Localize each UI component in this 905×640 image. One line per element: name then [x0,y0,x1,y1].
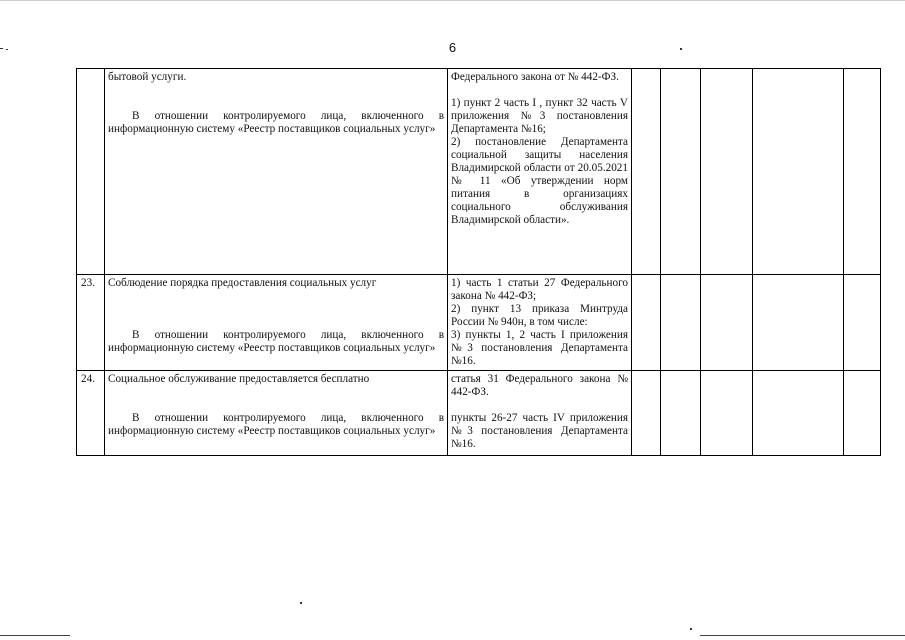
scan-edge-bottom [700,635,905,636]
legal-ref: 1) пункт 2 часть I , пункт 32 часть V приложения №3 постановления Департамента №16; [451,97,628,135]
scan-edge-bottom [0,635,70,636]
empty-cell [632,371,661,456]
requirement-heading: бытовой услуги. [108,71,187,83]
scan-speck [300,602,302,604]
page-number: 6 [448,40,457,55]
empty-cell [753,69,844,275]
legal-ref: 1) часть 1 статьи 27 Федерального закона № 442-ФЗ; [451,277,628,302]
empty-cell [632,275,661,371]
requirement-cell [105,69,448,275]
requirement-note: В отношении контролируемого лица, включенного в информационную систему «Реестр поставщиков социальных услуг» [108,412,444,437]
empty-cell [844,275,881,371]
requirement-note: В отношении контролируемого лица, включенного в информационную систему «Реестр поставщиков социальных услуг» [108,329,444,354]
row-number: 24. [77,371,105,456]
requirement-note: В отношении контролируемого лица, включенного в информационную систему «Реестр поставщиков социальных услуг» [108,110,444,135]
empty-cell [632,69,661,275]
legal-ref: 2) постановление Департамента социальной защиты населения Владимирской области от 20.05.2021 № 11 «Об утверждении норм питания в организациях социального обслуживания Владимирской области». [451,136,628,226]
legal-basis-cell [448,371,632,456]
empty-cell [701,371,753,456]
empty-cell [701,275,753,371]
requirement-heading: Социальное обслуживание предоставляется бесплатно [108,373,370,385]
row-number: 23. [77,275,105,371]
empty-cell [661,371,701,456]
requirement-cell [105,275,448,371]
legal-ref: Федерального закона от № 442-ФЗ. [451,71,619,83]
legal-basis-cell [448,69,632,275]
empty-cell [753,275,844,371]
empty-cell [753,371,844,456]
legal-ref: статья 31 Федерального закона № 442-ФЗ. [451,373,628,398]
table-row [77,275,881,371]
scan-edge-top [0,0,905,1]
empty-cell [844,69,881,275]
legal-ref: 3) пункты 1, 2 часть I приложения №3 постановления Департамента №16. [451,329,628,367]
table-row [77,371,881,456]
legal-ref: пункты 26-27 часть IV приложения №3 постановления Департамента №16. [451,412,628,450]
requirement-cell [105,371,448,456]
requirement-heading: Соблюдение порядка предоставления социальных услуг [108,277,377,289]
empty-cell [844,371,881,456]
empty-cell [661,69,701,275]
requirements-table [76,68,881,456]
row-number [77,69,105,275]
empty-cell [701,69,753,275]
legal-basis-cell [448,275,632,371]
legal-ref: 2) пункт 13 приказа Минтруда России № 940н, в том числе: [451,303,628,328]
empty-cell [661,275,701,371]
table-row [77,69,881,275]
scan-speck [690,628,692,630]
